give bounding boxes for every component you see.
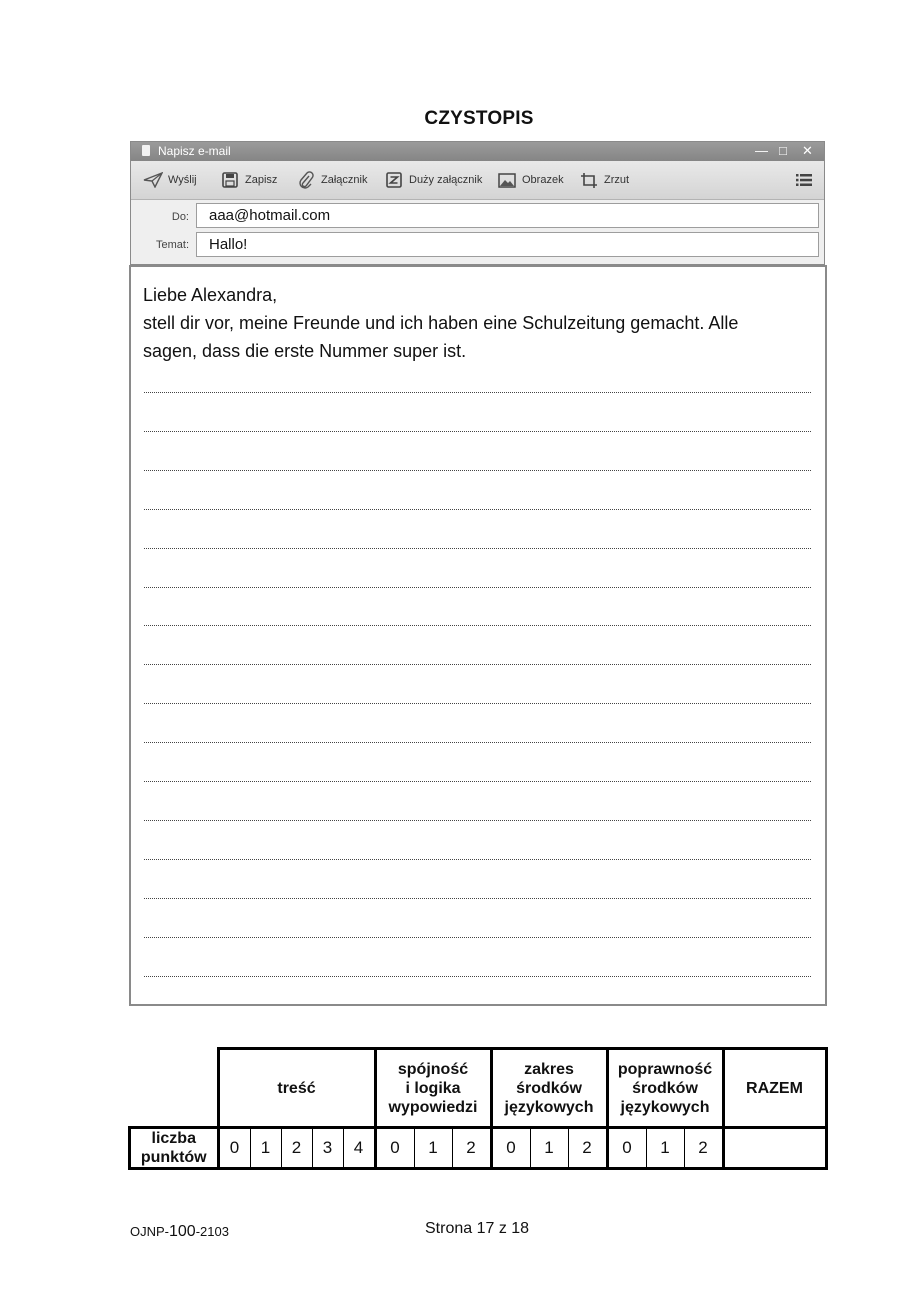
row-label-text: punktów [140, 1149, 207, 1166]
writing-line[interactable] [144, 509, 811, 510]
point-cell[interactable]: 1 [530, 1128, 568, 1169]
header-text: wypowiedzi [388, 1098, 478, 1116]
save-icon [220, 171, 240, 189]
paperclip-icon [296, 171, 316, 189]
point-cell[interactable]: 1 [250, 1128, 281, 1169]
writing-line[interactable] [144, 625, 811, 626]
page-heading: CZYSTOPIS [424, 108, 534, 129]
writing-line[interactable] [144, 431, 811, 432]
large-attachment-icon [384, 171, 404, 189]
point-cell[interactable]: 2 [684, 1128, 723, 1169]
body-line: Liebe Alexandra, [143, 285, 278, 305]
point-cell[interactable]: 3 [312, 1128, 343, 1169]
body-line: sagen, dass die erste Nummer super ist. [143, 341, 467, 361]
subject-label: Temat: [155, 239, 189, 251]
screenshot-label: Zrzut [604, 174, 630, 186]
email-body-text [143, 281, 823, 365]
point-cell[interactable]: 0 [607, 1128, 646, 1169]
row-label [130, 1128, 219, 1169]
header-text: i logika [405, 1079, 461, 1097]
row-label-text: liczba [151, 1130, 196, 1147]
header-text: językowych [620, 1098, 710, 1116]
point-cell[interactable]: 1 [646, 1128, 684, 1169]
total-cell[interactable] [723, 1128, 826, 1169]
send-button[interactable] [143, 171, 197, 189]
email-window [130, 141, 825, 265]
writing-line[interactable] [144, 587, 811, 588]
header-range [491, 1049, 607, 1128]
body-line: stell dir vor, meine Freunde und ich haben eine Schulzeitung gemacht. Alle [143, 313, 739, 333]
subject-row [131, 231, 824, 262]
header-text: spójność [397, 1060, 469, 1078]
writing-line[interactable] [144, 470, 811, 471]
save-label: Zapisz [245, 174, 278, 186]
close-icon[interactable]: ✕ [802, 143, 813, 158]
attachment-label: Załącznik [321, 174, 368, 186]
score-table [128, 1047, 828, 1170]
email-body[interactable] [129, 265, 827, 1006]
to-field[interactable]: aaa@hotmail.com [196, 203, 819, 228]
menu-icon[interactable] [796, 173, 812, 192]
save-button[interactable] [220, 171, 277, 189]
header-text: treść [277, 1079, 316, 1097]
writing-line[interactable] [144, 976, 811, 977]
window-title: Napisz e-mail [158, 144, 231, 158]
image-button[interactable] [497, 171, 564, 189]
subject-field[interactable]: Hallo! [196, 232, 819, 257]
writing-line[interactable] [144, 703, 811, 704]
email-toolbar [131, 161, 824, 200]
large-attachment-button[interactable] [384, 171, 482, 189]
writing-line[interactable] [144, 937, 811, 938]
document-icon [142, 145, 150, 156]
point-cell[interactable]: 0 [218, 1128, 250, 1169]
minimize-icon[interactable]: — [755, 143, 768, 158]
point-cell[interactable]: 2 [281, 1128, 312, 1169]
empty-corner-cell [130, 1049, 219, 1128]
writing-line[interactable] [144, 664, 811, 665]
header-coherence [375, 1049, 491, 1128]
window-titlebar [131, 142, 824, 161]
header-correctness [607, 1049, 723, 1128]
screenshot-button[interactable] [579, 171, 629, 189]
point-cell[interactable]: 2 [568, 1128, 607, 1169]
writing-line[interactable] [144, 742, 811, 743]
writing-line[interactable] [144, 392, 811, 393]
writing-line[interactable] [144, 859, 811, 860]
writing-line[interactable] [144, 548, 811, 549]
exam-code-number: 100 [169, 1223, 196, 1240]
header-text: środków [516, 1079, 582, 1097]
writing-line[interactable] [144, 820, 811, 821]
to-label: Do: [171, 211, 189, 223]
writing-line[interactable] [144, 781, 811, 782]
point-cell[interactable]: 2 [452, 1128, 491, 1169]
point-cell[interactable]: 0 [375, 1128, 414, 1169]
screenshot-icon [579, 171, 599, 189]
image-icon [497, 171, 517, 189]
header-text: zakres [524, 1060, 574, 1078]
send-label: Wyślij [168, 174, 197, 186]
exam-code-suffix: -2103 [195, 1224, 229, 1239]
header-total [723, 1049, 826, 1128]
attachment-button[interactable] [296, 171, 367, 189]
point-cell[interactable]: 0 [491, 1128, 530, 1169]
image-label: Obrazek [522, 174, 564, 186]
header-text: środków [632, 1079, 698, 1097]
send-icon [143, 171, 163, 189]
header-text: poprawność [617, 1060, 713, 1078]
exam-code-prefix: OJNP- [130, 1224, 169, 1239]
header-content [218, 1049, 375, 1128]
page-number: Strona 17 z 18 [425, 1220, 530, 1237]
header-text: RAZEM [746, 1079, 803, 1097]
point-cell[interactable]: 1 [414, 1128, 452, 1169]
writing-line[interactable] [144, 898, 811, 899]
header-text: językowych [504, 1098, 594, 1116]
point-cell[interactable]: 4 [343, 1128, 375, 1169]
maximize-icon[interactable]: □ [779, 143, 787, 158]
exam-code [130, 1223, 229, 1241]
to-row [131, 200, 824, 231]
large-attachment-label: Duży załącznik [409, 174, 483, 186]
